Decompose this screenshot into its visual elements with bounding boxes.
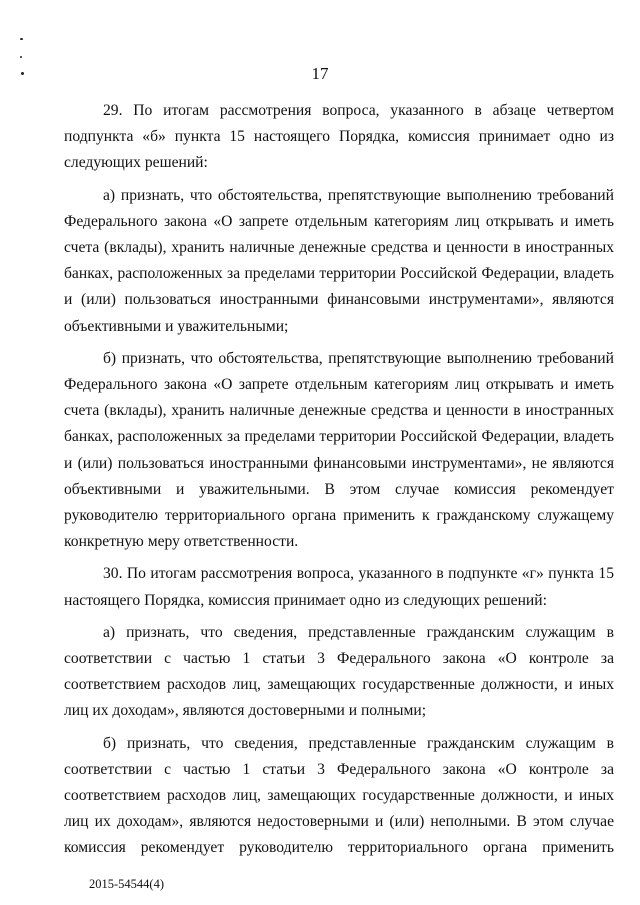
paragraph-30: 30. По итогам рассмотрения вопроса, указанного в подпункте «г» пункта 15 настоящего Порядка, комиссия принимает одно из следующих решений: — [64, 565, 614, 609]
paragraph-29-a: а) признать, что обстоятельства, препятствующие выполнению требований Федерального закона «О запрете отдельным категориям лиц открывать и иметь счета (вклады), хранить наличные денежные средства и ценности в иностранных банках, расположенных за пределами территории Российской Федерации, владеть и (или) пользоваться иностранными финансовыми инструментами», являются объективными и уважительными; — [64, 186, 614, 335]
document-body — [64, 98, 614, 862]
paragraph-29: 29. По итогам рассмотрения вопроса, указанного в абзаце четвертом подпункта «б» пункта 15 настоящего Порядка, комиссия принимает одно из следующих решений: — [64, 102, 614, 172]
paragraph-29-b: б) признать, что обстоятельства, препятствующие выполнению требований Федерального закона «О запрете отдельным категориям лиц открывать и иметь счета (вклады), хранить наличные денежные средства и ценности в иностранных банках, расположенных за пределами территории Российской Федерации, владеть и (или) пользоваться иностранными финансовыми инструментами», не являются объективными и уважительными. В этом случае комиссия рекомендует руководителю территориального органа применить к гражданскому служащему конкретную меру ответственности. — [64, 349, 614, 551]
page-number: 17 — [311, 64, 329, 83]
scan-speck — [20, 56, 22, 58]
document-code: 2015-54544(4) — [89, 877, 164, 891]
scan-speck — [20, 38, 23, 40]
paragraph-30-b: б) признать, что сведения, представленные гражданским служащим в соответствии с частью 1 статьи 3 Федерального закона «О контроле за соответствием расходов лиц, замещающих государственные должности, и иных лиц их доходам», являются недостоверными и (или) неполными. В этом случае комиссия рекомендует руководителю территориального органа применить — [64, 734, 614, 857]
paragraph-30-a: а) признать, что сведения, представленные гражданским служащим в соответствии с частью 1 статьи 3 Федерального закона «О контроле за соответствием расходов лиц, замещающих государственные должности, и иных лиц их доходам», являются достоверными и полными; — [64, 623, 614, 720]
